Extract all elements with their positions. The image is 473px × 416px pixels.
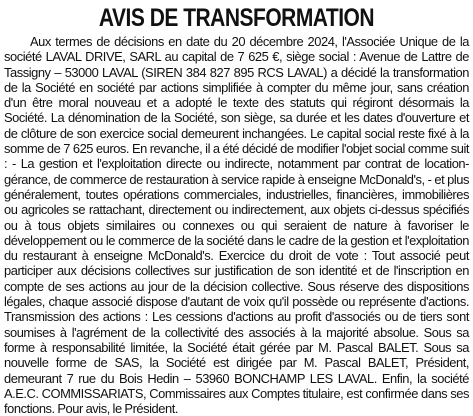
- notice-title: AVIS DE TRANSFORMATION: [98, 4, 375, 32]
- notice-body: Aux termes de décisions en date du 20 décembre 2024, l'Associée Unique de la société LAVAL DRIVE, SARL au capital de 7 625 €, siège social : Avenue de Lattre de Tassigny – 53000 LAVAL (SIREN 384 827 895 RCS LAVAL) a décidé la transformation de la Société en société par actions simplifiée à compter du même jour, sans création d'un être moral nouveau et a adopté le texte des statuts qui régiront désormais la Société. La dénomination de la Société, son siège, sa durée et les dates d'ouverture et de clôture de son exercice social demeurent inchangées. Le capital social reste fixé à la somme de 7 625 euros. En revanche, il a été décidé de modifier l'objet social comme suit : - La gestion et l'exploitation directe ou indirecte, notamment par contrat de location-gérance, de commerce de restauration à service rapide à enseigne McDonald's, - et plus généralement, toutes opérations commerciales, industrielles, financières, immobilières ou agricoles se rattachant, directement ou indirectement, aux objets ci-dessus spécifiés ou à tous objets similaires ou connexes ou qui seraient de nature à favoriser le développement ou le commerce de la société dans le cadre de la gestion et l'exploitation du restaurant à enseigne McDonald's. Exercice du droit de vote : Tout associé peut participer aux décisions collectives sur justification de son identité et de l'inscription en compte de ses actions au jour de la décision collective. Sous réserve des dispositions légales, chaque associé dispose d'autant de voix qu'il possède ou représente d'actions. Transmission des actions : Les cessions d'actions au profit d'associés ou de tiers sont soumises à l'agrément de la collectivité des associés à la majorité absolue. Sous sa forme à responsabilité limitée, la Société était gérée par M. Pascal BALET. Sous sa nouvelle forme de SAS, la Société est dirigée par M. Pascal BALET, Président, demeurant 7 rue du Bois Hedin – 53960 BONCHAMP LES LAVAL. Enfin, la société A.E.C. COMMISSARIATS, Commissaires aux Comptes titulaire, est confirmée dans ses fonctions. Pour avis, le Président.: [4, 34, 469, 416]
